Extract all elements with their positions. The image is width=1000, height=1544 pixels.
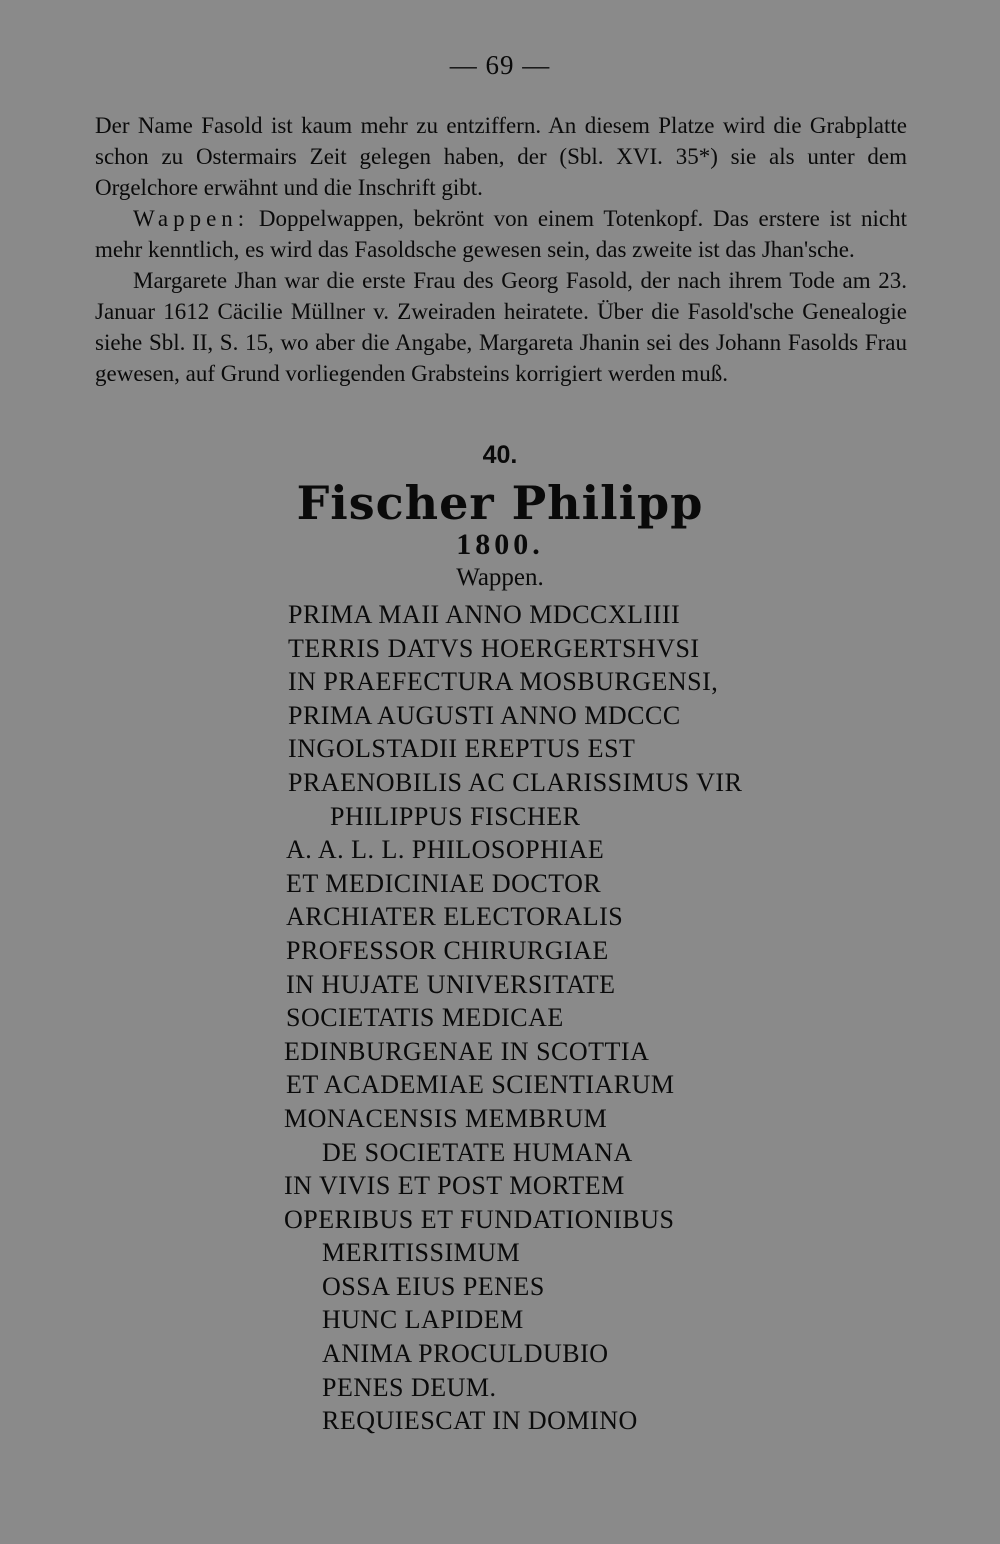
inscription-line: PROFESSOR CHIRURGIAE bbox=[286, 935, 609, 965]
entry-number: 40. bbox=[482, 441, 518, 469]
inscription-line: HUNC LAPIDEM bbox=[322, 1305, 524, 1335]
inscription-line: PRIMA AUGUSTI ANNO MDCCC bbox=[288, 700, 681, 730]
inscription-line: EDINBURGENAE IN SCOTTIA bbox=[284, 1036, 650, 1066]
entry-title: Fischer Philipp bbox=[296, 476, 704, 530]
paragraph: Margarete Jhan war die erste Frau des Georg Fasold, der nach ihrem Tode am 23. Januar 1612 Cäcilie Müllner v. Zweiraden heiratete. Über die Fasold'sche Genealogie siehe Sbl. II, S. 15, wo aber die Angabe, Margareta Jhanin sei des Johann Fasolds Frau gewesen, auf Grund vorliegenden Grabsteins korrigiert werden muß. bbox=[95, 268, 907, 386]
inscription-line: OPERIBUS ET FUNDATIONIBUS bbox=[284, 1204, 675, 1234]
inscription-line: TERRIS DATVS HOERGERTSHVSI bbox=[288, 633, 700, 663]
inscription-line: DE SOCIETATE HUMANA bbox=[322, 1137, 633, 1167]
inscription-line: INGOLSTADII EREPTUS EST bbox=[288, 734, 636, 764]
entry-year: 1800. bbox=[456, 528, 544, 561]
inscription bbox=[0, 598, 1000, 1438]
inscription-line: PRAENOBILIS AC CLARISSIMUS VIR bbox=[288, 767, 743, 797]
inscription-line: PRIMA MAII ANNO MDCCXLIIII bbox=[288, 600, 681, 629]
inscription-line: ET ACADEMIAE SCIENTIARUM bbox=[286, 1070, 675, 1100]
inscription-line: PENES DEUM. bbox=[322, 1372, 497, 1402]
inscription-line: ARCHIATER ELECTORALIS bbox=[286, 902, 624, 932]
inscription-line: OSSA EIUS PENES bbox=[322, 1271, 545, 1301]
inscription-line: REQUIESCAT IN DOMINO bbox=[322, 1406, 638, 1436]
inscription-line: IN HUJATE UNIVERSITATE bbox=[286, 969, 616, 999]
inscription-line: ANIMA PROCULDUBIO bbox=[322, 1339, 609, 1369]
inscription-line: A. A. L. L. PHILOSOPHIAE bbox=[286, 835, 605, 865]
paragraph bbox=[95, 203, 907, 265]
inscription-line: PHILIPPUS FISCHER bbox=[330, 801, 581, 831]
inscription-line: MONACENSIS MEMBRUM bbox=[284, 1103, 608, 1133]
inscription-line: IN PRAEFECTURA MOSBURGENSI, bbox=[288, 667, 719, 697]
paragraph: Der Name Fasold ist kaum mehr zu entziffern. An diesem Platze wird die Grabplatte schon zu Ostermairs Zeit gelegen haben, der (Sbl. XVI. 35*) sie als unter dem Orgelchore erwähnt und die Inschrift gibt. bbox=[95, 113, 907, 200]
entry-wappen-heading: Wappen. bbox=[456, 564, 544, 591]
inscription-line: SOCIETATIS MEDICAE bbox=[286, 1003, 564, 1033]
body-text bbox=[95, 110, 907, 389]
inscription-line: IN VIVIS ET POST MORTEM bbox=[284, 1171, 625, 1201]
wappen-description: Doppelwappen, bekrönt von einem Totenkopf. Das erstere ist nicht mehr kenntlich, es wird das Fasoldsche gewesen sein, das zweite ist das Jhan'sche. bbox=[95, 206, 907, 262]
inscription-line: ET MEDICINIAE DOCTOR bbox=[286, 868, 602, 898]
inscription-line: MERITISSIMUM bbox=[322, 1238, 521, 1268]
page-number: — 69 — bbox=[449, 50, 551, 80]
wappen-label: Wappen: bbox=[133, 206, 250, 231]
